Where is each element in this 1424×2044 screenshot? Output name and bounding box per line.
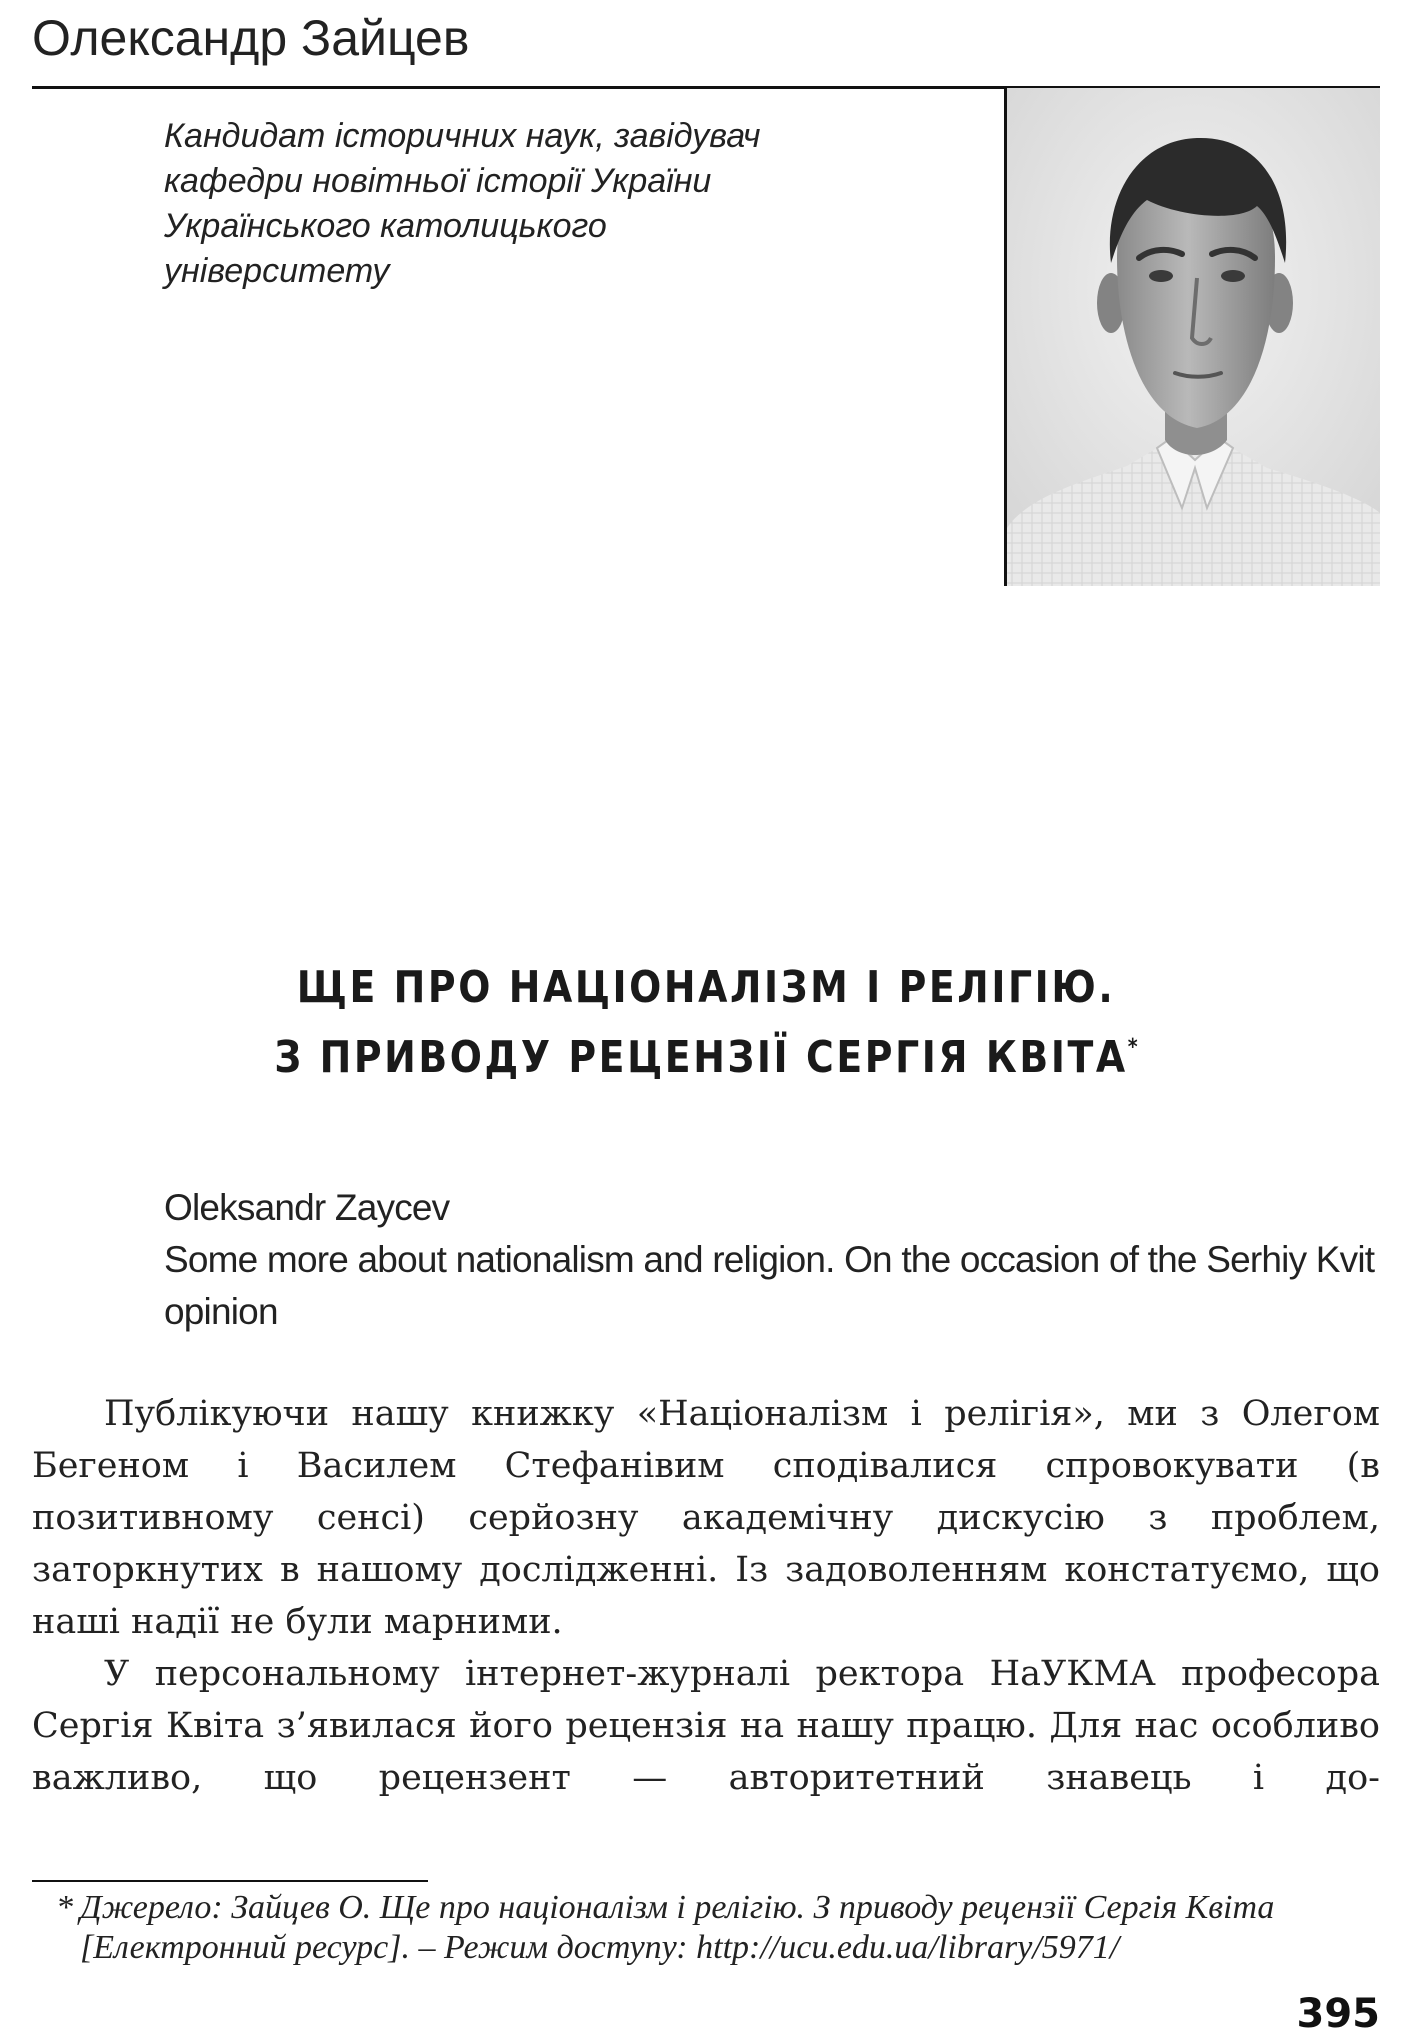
author-affiliation: [164, 114, 984, 294]
affiliation-line: університету: [164, 252, 390, 290]
footnote-text: Джерело: Зайцев О. Ще про націоналізм і релігію. З приводу рецензії Сергія Квіта [Електронний ресурс]. – Режим доступу: http://ucu.edu.ua/library/5971/: [80, 1889, 1275, 1966]
body-paragraph: У персональному інтернет-журналі ректора НаУКМА професора Сергія Квіта з’явилася його рецензія на нашу працю. Для нас особливо важливо, що рецензент — авторитетний знавець і до-: [32, 1654, 1380, 1798]
title-footnote-mark: *: [1127, 1035, 1138, 1060]
english-author: Oleksandr Zaycev: [164, 1187, 450, 1228]
article-body: [32, 1388, 1380, 1804]
affiliation-line: Кандидат історичних наук, завідувач: [164, 117, 761, 155]
portrait-image: [1007, 88, 1380, 586]
footnote: [56, 1888, 1380, 1968]
author-name: Олександр Зайцев: [32, 10, 470, 66]
title-line-1: ЩЕ ПРО НАЦІОНАЛІЗМ І РЕЛІГІЮ.: [296, 962, 1116, 1013]
affiliation-line: кафедри новітньої історії України: [164, 162, 712, 200]
body-paragraph: Публікуючи нашу книжку «Націоналізм і релігія», ми з Олегом Бегеном і Василем Стефанівим сподівалися спровокувати (в позитивному сенсі) серйозну академічну дискусію з проблем, заторкнутих в нашому дослідженні. Із задоволенням констатуємо, що наші надії не були марними.: [32, 1394, 1380, 1642]
footnote-mark: *: [56, 1889, 73, 1926]
page-number: 395: [1296, 1991, 1380, 2037]
article-title: [126, 958, 1285, 1088]
english-abstract-header: [164, 1182, 1394, 1338]
affiliation-line: Українського католицького: [164, 207, 607, 245]
author-photo: [1004, 88, 1380, 586]
english-title: Some more about nationalism and religion. On the occasion of the Serhiy Kvit opinion: [164, 1239, 1375, 1332]
title-line-2-text: З ПРИВОДУ РЕЦЕНЗІЇ СЕРГІЯ КВІТА: [274, 1032, 1128, 1083]
footnote-divider: [32, 1880, 428, 1882]
title-line-2: [126, 1018, 1285, 1088]
